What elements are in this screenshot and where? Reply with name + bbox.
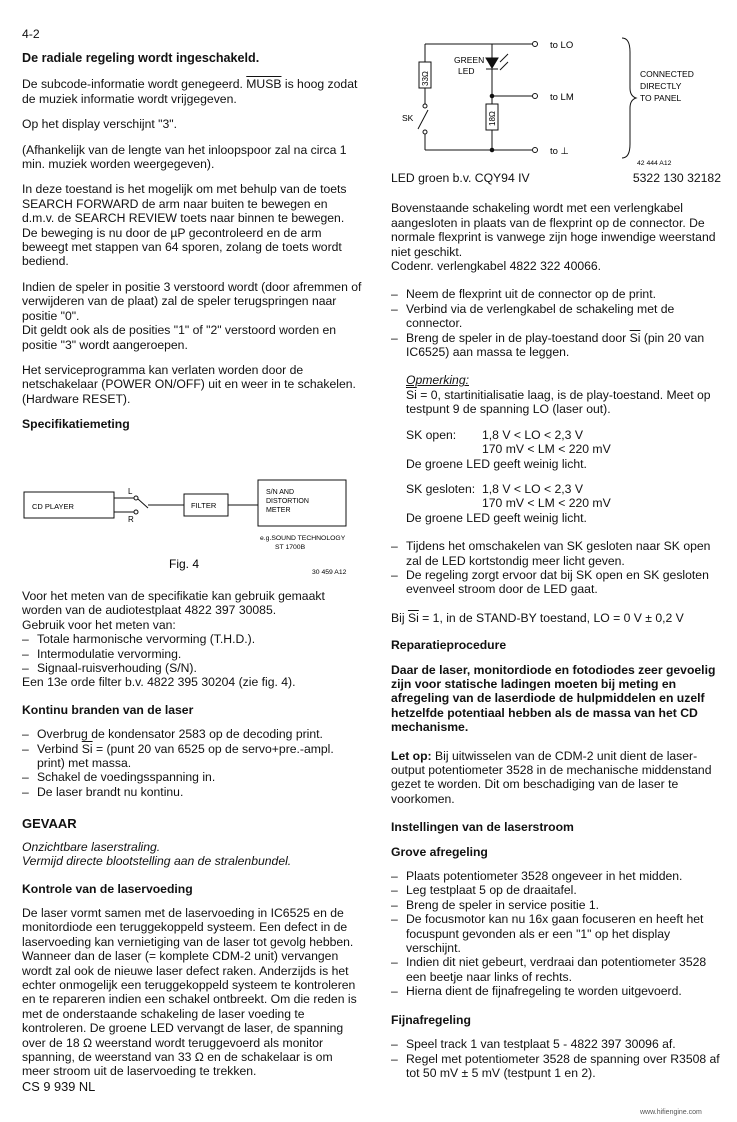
para-indien: Indien de speler in positie 3 verstoord wordt (door afremmen of verwijderen van de plaat) zal de speler terugspringen naar positie "0". — [22, 279, 362, 323]
meter-label-1: S/N AND — [266, 489, 295, 496]
led-part-row — [391, 171, 721, 185]
para-wanneer: Wanneer dan de laser (= komplete CDM-2 unit) vervangen wordt zal ook de nieuwe laser defect raken. Anderzijds is het echter onmogelijk een teruggekoppeld systeem te kontroleren en te repareren indien een schakel ontbreekt. Om die reden is met de onderstaande schakeling de laser voeding te kontroleren. De groene LED vervangt de laser, de spanning over de 18 Ω weerstand wordt teruggevoerd als monitor spanning, de weerstand van 33 Ω en de schakelaar is om meer stroom uit de laservoeding te trekken. — [22, 949, 357, 1079]
list-regeling — [391, 539, 721, 597]
para-codenr: Codenr. verlengkabel 4822 322 40066. — [391, 259, 602, 274]
sk-gesloten-block: SK gesloten: 1,8 V < LO < 2,3 V 170 mV < LM < 220 mV — [406, 481, 611, 511]
connected-label-2: DIRECTLY — [640, 81, 682, 91]
cd-player-label: CD PLAYER — [32, 502, 74, 511]
to-lo-label: to LO — [550, 40, 574, 51]
filter-label: FILTER — [191, 501, 217, 510]
led-test-circuit — [392, 32, 722, 180]
list-item: – De regeling zorgt ervoor dat bij SK open en SK gesloten evenveel stroom door de LED gaat. — [391, 568, 721, 597]
heading-gevaar: GEVAAR — [22, 816, 77, 832]
para-service: Het serviceprogramma kan verlaten worden door de netschakelaar (POWER ON/OFF) uit en weer in te schakelen. — [22, 362, 356, 392]
heading-instellingen: Instellingen van de laserstroom — [391, 820, 574, 835]
list-steps — [391, 287, 721, 359]
musb-signal: MUSB — [246, 77, 282, 92]
list-item: – Leg testplaat 5 op de draaitafel. — [391, 883, 721, 897]
selector-switch — [138, 499, 148, 508]
para-hardware: (Hardware RESET). — [22, 391, 131, 406]
list-item: – Totale harmonische vervorming (T.H.D.). — [22, 632, 362, 646]
para-meten: Voor het meten van de specifikatie kan gebruik gemaakt worden van de audiotestplaat 4822 397 30085. — [22, 589, 325, 618]
right-column — [391, 171, 721, 1090]
list-item: – Tijdens het omschakelen van SK gesloten naar SK open zal de LED kortstondig meer licht geven. — [391, 539, 721, 568]
sk-open-block: SK open: 1,8 V < LO < 2,3 V 170 mV < LM < 220 mV — [406, 427, 611, 457]
list-item: – Regel met potentiometer 3528 de spanning over R3508 af tot 50 mV ± 5 mV (testpunt 1 en 2). — [391, 1052, 721, 1081]
opmerking-text: $\overline{Si} = 0$, startinitialisatie laag, is de play-toestand. Meet op testpunt 9 de spanning LO (laser out). — [406, 387, 711, 417]
circuit-code: 42 444 A12 — [637, 160, 672, 167]
list-kontinu — [22, 727, 362, 799]
list-item: – Verbind via de verlengkabel de schakeling met de connector. — [391, 302, 721, 331]
heading-reparatie: Reparatieprocedure — [391, 638, 507, 653]
list-item: – Schakel de voedingsspanning in. — [22, 770, 362, 784]
left-column — [22, 51, 362, 442]
para-bovenstaande: Bovenstaande schakeling wordt met een verlengkabel aangesloten in plaats van de flexprint op de connector. De normale flexprint is vanwege zijn hoge inwendige weerstand niet geschikt. — [391, 201, 716, 259]
sk-gesloten-note: De groene LED geeft weinig licht. — [406, 510, 587, 525]
meter-label-3: METER — [266, 507, 291, 514]
para-display: Op het display verschijnt "3". — [22, 117, 177, 132]
heading-radial: De radiale regeling wordt ingeschakeld. — [22, 51, 260, 65]
list-item: – Overbrug de kondensator 2583 op de decoding print. — [22, 727, 362, 741]
para-letop: Let op: Bij uitwisselen van de CDM-2 unit dient de laser-output potentiometer 3528 in de mechanische middenstand gezet te worden. Dit om beschadiging van de laser te voorkomen. — [391, 748, 712, 806]
connected-label-1: CONNECTED — [640, 69, 694, 79]
meter-label-2: DISTORTION — [266, 498, 309, 505]
sk-label: SK — [402, 113, 414, 123]
switch-sk — [418, 110, 428, 129]
green-label: GREEN — [454, 55, 485, 65]
heading-kontinu: Kontinu branden van de laser — [22, 702, 194, 717]
list-item: – Signaal-ruisverhouding (S/N). — [22, 661, 362, 675]
para-standby: Bij $\overline{Si} = 1$, in de STAND-BY toestand, LO = 0 V ± 0,2 V — [391, 610, 684, 625]
list-item: – Intermodulatie vervorming. — [22, 647, 362, 661]
left-channel-label: L — [128, 487, 133, 496]
list-item: – Plaats potentiometer 3528 ongeveer in het midden. — [391, 869, 721, 883]
para-afhankelijk: (Afhankelijk van de lengte van het inloopspoor zal na circa 1 min. muziek worden weergegeven). — [22, 142, 347, 172]
gevaar-line-1: Onzichtbare laserstraling. — [22, 839, 161, 854]
para-beweging: De beweging is nu door de µP gecontroleerd en de arm beweegt met stappen van 64 sporen, zolang de toets wordt bediend. — [22, 225, 342, 269]
r18-label: 18Ω — [488, 111, 497, 126]
list-grove — [391, 869, 721, 999]
para-subcode: De subcode-informatie wordt genegeerd. MUSB is hoog zodat de muziek informatie wordt vrijgegeven. — [22, 77, 358, 106]
list-item: – De focusmotor kan nu 16x gaan focuseren en heeft het focuspunt gevonden als er een "1" op het display verschijnt. — [391, 912, 721, 955]
fig4-measurement-diagram — [20, 470, 365, 580]
list-item: – Indien dit niet gebeurt, verdraai dan potentiometer 3528 een beetje naar links of rechts. — [391, 955, 721, 984]
list-item: – Speel track 1 van testplaat 5 - 4822 397 30096 af. — [391, 1037, 721, 1051]
right-channel-label: R — [128, 515, 134, 524]
opmerking-block — [391, 373, 721, 525]
to-ground-label: to ⊥ — [550, 146, 569, 157]
sk-open-note: De groene LED geeft weinig licht. — [406, 456, 587, 471]
list-item: – Breng de speler in service positie 1. — [391, 898, 721, 912]
led-part-right: 5322 130 32182 — [632, 171, 721, 185]
heading-specifikatiemeting: Specifikatiemeting — [22, 417, 130, 432]
para-ditgeldt: Dit geldt ook als de posities "1" of "2" verstoord worden en positie "3" wordt aangeroepen. — [22, 323, 337, 352]
meter-example-1: e.g.SOUND TECHNOLOGY — [260, 535, 346, 542]
left-column-lower — [22, 589, 362, 1090]
footer-document-code: CS 9 939 NL — [22, 1079, 96, 1094]
page-number: 4-2 — [22, 27, 40, 41]
connected-label-3: TO PANEL — [640, 93, 682, 103]
list-fijn — [391, 1037, 721, 1080]
list-item: – De laser brandt nu kontinu. — [22, 785, 362, 799]
to-lm-label: to LM — [550, 92, 574, 103]
list-item: – Breng de speler in de play-toestand door $\overline{Si}$ (pin 20 van IC6525) aan massa te leggen. — [391, 331, 721, 360]
opmerking-heading: Opmerking: — [406, 373, 469, 388]
para-warning: Daar de laser, monitordiode en fotodiodes zeer gevoelig zijn voor statische ladingen moeten bij meting en afregeling van de laserdiode de hulpmiddelen en uzelf hetzelfde potentiaal hebben als de massa van het CD mechanisme. — [391, 662, 716, 735]
heading-kontrole: Kontrole van de laservoeding — [22, 881, 193, 896]
footer-watermark: www.hifiengine.com — [640, 1109, 702, 1116]
led-label: LED — [458, 66, 475, 76]
list-item: – Verbind $\overline{Si}$ = (punt 20 van 6525 op de servo+pre.-ampl. print) met massa. — [22, 742, 362, 771]
list-item: – Hierna dient de fijnafregeling te worden uitgevoerd. — [391, 984, 721, 998]
para-kontrole: De laser vormt samen met de laservoeding in IC6525 en de monitordiode een teruggekoppeld systeem. Een defect in de laservoeding kan vernietiging van de laser tot gevolg hebben. — [22, 905, 354, 949]
meter-example-2: ST 1700B — [275, 544, 306, 551]
heading-fijn: Fijnafregeling — [391, 1012, 471, 1027]
fig4-code: 30 459 A12 — [312, 569, 347, 576]
para-filter: Een 13e orde filter b.v. 4822 395 30204 (zie fig. 4). — [22, 675, 296, 690]
r33-label: 33Ω — [421, 71, 430, 86]
fig4-caption: Fig. 4 — [169, 557, 200, 571]
gevaar-line-2: Vermijd directe blootstelling aan de stralenbundel. — [22, 854, 292, 869]
brace — [622, 38, 636, 158]
list-meten — [22, 632, 362, 675]
list-item: – Neem de flexprint uit de connector op de print. — [391, 287, 721, 301]
para-toestand: In deze toestand is het mogelijk om met behulp van de toets SEARCH FORWARD de arm naar buiten te bewegen en d.m.v. de SEARCH REVIEW toets naar binnen te bewegen. — [22, 182, 347, 226]
para-gebruik: Gebruik voor het meten van: — [22, 617, 176, 632]
led-diode — [486, 58, 498, 68]
led-part-left: LED groen b.v. CQY94 IV — [391, 171, 530, 185]
heading-grove: Grove afregeling — [391, 844, 488, 859]
